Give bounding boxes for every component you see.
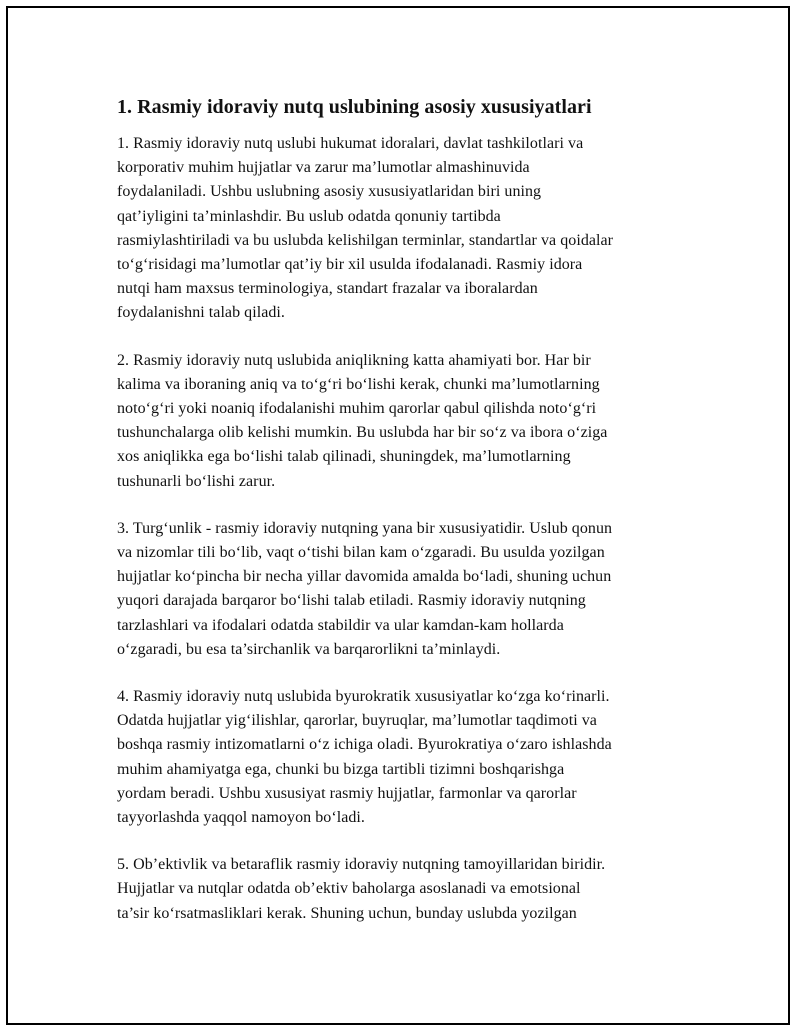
text-line: 3. Turg‘unlik - rasmiy idoraviy nutqning yana bir xususiyatidir. Uslub qonun [117, 519, 613, 537]
paragraph-3 [117, 517, 697, 662]
text-line: nutqi ham maxsus terminologiya, standart frazalar va iboralardan [117, 280, 538, 298]
text-line: boshqa rasmiy intizomatlarni o‘z ichiga oladi. Byurokratiya o‘zaro ishlashda [117, 736, 612, 754]
text-line: tushunchalarga olib kelishi mumkin. Bu uslubda har bir so‘z va ibora o‘ziga [117, 424, 608, 442]
paragraph-4 [117, 685, 697, 830]
text-line: kalima va iboraning aniq va to‘g‘ri bo‘lishi kerak, chunki ma’lumotlarning [117, 375, 600, 393]
text-line: tushunarli bo‘lishi zarur. [117, 472, 276, 490]
text-line: foydalaniladi. Ushbu uslubning asosiy xususiyatlaridan biri uning [117, 183, 542, 201]
text-line: noto‘g‘ri yoki noaniq ifodalanishi muhim qarorlar qabul qilishda noto‘g‘ri [117, 400, 597, 418]
text-line: tayyorlashda yaqqol namoyon bo‘ladi. [117, 809, 365, 827]
text-line: 5. Ob’ektivlik va betaraflik rasmiy idoraviy nutqning tamoyillaridan biridir. [117, 856, 606, 874]
text-line: ta’sir ko‘rsatmasliklari kerak. Shuning uchun, bunday uslubda yozilgan [117, 904, 577, 922]
text-line: to‘g‘risidagi ma’lumotlar qat’iy bir xil usulda ifodalanadi. Rasmiy idora [117, 256, 583, 274]
document-title: 1. Rasmiy idoraviy nutq uslubining asosiy xususiyatlari [117, 96, 592, 118]
paragraph-2 [117, 349, 697, 494]
text-line: 2. Rasmiy idoraviy nutq uslubida aniqlikning katta ahamiyati bor. Har bir [117, 351, 591, 369]
text-line: foydalanishni talab qiladi. [117, 304, 285, 322]
paragraph-1 [117, 132, 697, 326]
document-body [117, 94, 697, 949]
text-line: yuqori darajada barqaror bo‘lishi talab etiladi. Rasmiy idoraviy nutqning [117, 592, 586, 610]
text-line: Hujjatlar va nutqlar odatda ob’ektiv baholarga asoslanadi va emotsional [117, 880, 581, 898]
text-line: qat’iyligini ta’minlashdir. Bu uslub odatda qonuniy tartibda [117, 207, 501, 225]
text-line: 1. Rasmiy idoraviy nutq uslubi hukumat idoralari, davlat tashkilotlari va [117, 135, 584, 152]
text-line: tarzlashlari va ifodalari odatda stabildir va ular kamdan-kam hollarda [117, 616, 564, 634]
text-line: va nizomlar tili bo‘lib, vaqt o‘tishi bilan kam o‘zgaradi. Bu usulda yozilgan [117, 544, 605, 562]
text-line: rasmiylashtiriladi va bu uslubda kelishilgan terminlar, standartlar va qoidalar [117, 231, 614, 249]
text-line: muhim ahamiyatga ega, chunki bu bizga tartibli tizimni boshqarishga [117, 760, 565, 778]
text-line: yordam beradi. Ushbu xususiyat rasmiy hujjatlar, farmonlar va qarorlar [117, 784, 577, 802]
text-line: xos aniqlikka ega bo‘lishi talab qilinadi, shuningdek, ma’lumotlarning [117, 448, 571, 466]
paragraph-5 [117, 853, 697, 926]
text-line: korporativ muhim hujjatlar va zarur ma’lumotlar almashinuvida [117, 159, 530, 177]
text-line: o‘zgaradi, bu esa ta’sirchanlik va barqarorlikni ta’minlaydi. [117, 640, 501, 658]
text-line: 4. Rasmiy idoraviy nutq uslubida byurokratik xususiyatlar ko‘zga ko‘rinarli. [117, 688, 610, 706]
text-line: Odatda hujjatlar yig‘ilishlar, qarorlar, buyruqlar, ma’lumotlar taqdimoti va [117, 712, 597, 730]
text-line: hujjatlar ko‘pincha bir necha yillar davomida amalda bo‘ladi, shuning uchun [117, 568, 612, 586]
